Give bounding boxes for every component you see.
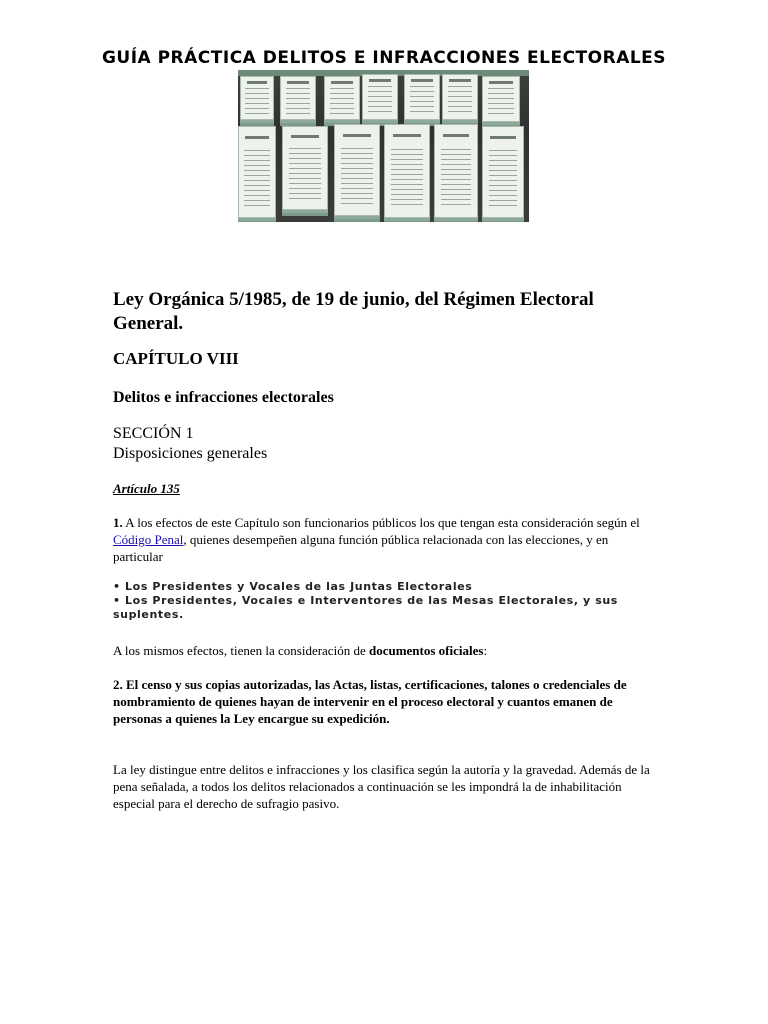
paragraph-2-text: A los mismos efectos, tienen la consideración de — [113, 643, 369, 658]
article-heading: Artículo 135 — [113, 481, 180, 496]
paragraph-2-tail: : — [483, 643, 488, 658]
paragraph-3-text: . El censo y sus copias autorizadas, las Actas, listas, certificaciones, talones o credenciales de nombramiento de quienes hayan de intervenir en el proceso electoral y cuantos emanen de personas a quienes la Ley encargue su expedición. — [113, 677, 627, 726]
chapter-title: Delitos e infracciones electorales — [113, 389, 334, 406]
law-heading: Ley Orgánica 5/1985, de 19 de junio, del Régimen Electoral General. — [113, 289, 594, 334]
page-title: GUÍA PRÁCTICA DELITOS E INFRACCIONES ELECTORALES — [101, 48, 667, 68]
paragraph-1-text-a: A los efectos de este Capítulo son funcionarios públicos los que tengan esta consideración según el — [122, 515, 640, 530]
paragraph-1-number: 1. — [113, 515, 123, 530]
section-name: Disposiciones generales — [113, 445, 268, 462]
paragraph-1 — [113, 514, 653, 565]
section-number: SECCIÓN 1 — [113, 425, 194, 442]
officials-list — [113, 580, 653, 622]
chapter-heading: CAPÍTULO VIII — [113, 349, 239, 368]
list-item: • Los Presidentes, Vocales e Interventores de las Mesas Electorales, y sus suplentes. — [113, 594, 618, 621]
paragraph-3-number: 2 — [113, 677, 120, 692]
section-block — [113, 424, 267, 464]
codigo-penal-link[interactable]: Código Penal — [113, 532, 184, 547]
paragraph-2 — [113, 642, 653, 659]
paragraph-4: La ley distingue entre delitos e infracciones y los clasifica según la autoría y la gravedad. Además de la pena señalada, a todos los delitos relacionados a continuación se les impondrá la de inhabilitación especial para el derecho de sufragio pasivo. — [113, 762, 650, 811]
paragraph-3 — [113, 676, 653, 727]
ballot-papers-photo — [238, 70, 529, 222]
list-item: • Los Presidentes y Vocales de las Juntas Electorales — [113, 580, 473, 593]
paragraph-2-bold: documentos oficiales — [368, 643, 484, 658]
paragraph-1-text-b: , quienes desempeñen alguna función pública relacionada con las elecciones, y en particular — [113, 532, 609, 564]
